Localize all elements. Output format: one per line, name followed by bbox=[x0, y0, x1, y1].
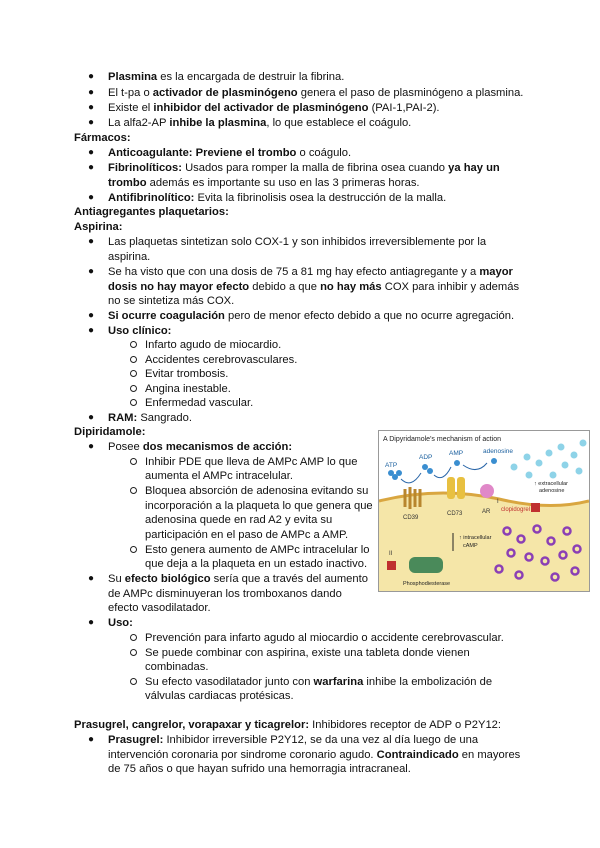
adenosine-label: adenosine bbox=[483, 448, 513, 455]
bullet: ● bbox=[88, 266, 95, 277]
bullet: ● bbox=[88, 325, 95, 336]
cd73-enzyme bbox=[447, 477, 455, 499]
sub-bullet bbox=[130, 370, 137, 377]
mech3-line: que deja a la plaqueta en un estado inactivo. bbox=[145, 558, 368, 570]
bullet: ● bbox=[88, 573, 95, 584]
arrow bbox=[401, 473, 421, 483]
adp-label: ADP bbox=[419, 454, 433, 461]
plasmina-item: Plasmina es la encargada de destruir la fibrina. bbox=[108, 71, 345, 83]
use-item: Infarto agudo de miocardio. bbox=[145, 339, 282, 351]
clopidogrel-label: clopidogrel bbox=[501, 507, 531, 513]
dipyridamole-mechanism-figure bbox=[378, 430, 590, 592]
use-item: Angina inestable. bbox=[145, 383, 231, 395]
use2-line: Se puede combinar con aspirina, existe una tableta donde vienen bbox=[145, 647, 470, 659]
use-item: Enfermedad vascular. bbox=[145, 397, 254, 409]
sub-bullet bbox=[130, 649, 137, 656]
aspirina-heading: Aspirina: bbox=[74, 221, 123, 233]
sub-bullet bbox=[130, 546, 137, 553]
sub-bullet bbox=[130, 678, 137, 685]
coagulacion-item: Si ocurre coagulación pero de menor efecto debido a que no ocurre agregación. bbox=[108, 310, 515, 322]
sub-bullet bbox=[130, 356, 137, 363]
sub-bullet bbox=[130, 487, 137, 494]
bullet: ● bbox=[88, 147, 95, 158]
mech1-line: aumenta el AMPc intracelular. bbox=[145, 470, 293, 482]
use-item: Accidentes cerebrovasculares. bbox=[145, 354, 298, 366]
mechanism-diagram bbox=[379, 431, 589, 591]
bullet: ● bbox=[88, 71, 95, 82]
cox1-item-cont: aspirina. bbox=[108, 251, 151, 263]
use3-line-cont: válvulas cardiacas protésicas. bbox=[145, 690, 294, 702]
camp-label: cAMP bbox=[463, 543, 478, 549]
efecto-biologico-cont: de AMPc disminuyeran los tromboxanos dando bbox=[108, 588, 342, 600]
cox1-item: Las plaquetas sintetizan solo COX-1 y son inhibidos irreversiblemente por la bbox=[108, 236, 487, 248]
label-ii: II bbox=[389, 551, 393, 557]
prasugrel-item: Prasugrel: Inhibidor irreversible P2Y12, se da una vez al día luego de una bbox=[108, 734, 479, 746]
fibrinoliticos-item: Fibrinolíticos: Usados para romper la malla de fibrina osea cuando ya hay un bbox=[108, 162, 500, 174]
dosis-item-cont: dosis no hay mayor efecto debido a que no hay más COX para inhibir y además bbox=[108, 281, 520, 293]
mech2-line: participación en el paso de AMPc a AMP. bbox=[145, 529, 349, 541]
bullet: ● bbox=[88, 117, 95, 128]
use-item: Evitar trombosis. bbox=[145, 368, 229, 380]
bullet: ● bbox=[88, 441, 95, 452]
bullet: ● bbox=[88, 102, 95, 113]
mech2-line: incorporación a la plaqueta lo que genera que bbox=[145, 500, 373, 512]
cd73-enzyme-part bbox=[457, 477, 465, 499]
prasugrel-item-cont: intervención coronaria por sindrome coronario agudo. Contraindicado en mayores bbox=[108, 749, 521, 761]
atp-label: ATP bbox=[385, 462, 398, 469]
efecto-biologico-cont2: efecto vasodilatador. bbox=[108, 602, 211, 614]
uso-heading: Uso: bbox=[108, 617, 133, 629]
sub-bullet bbox=[130, 385, 137, 392]
extracellular-label-2: adenosine bbox=[539, 488, 565, 494]
sub-bullet bbox=[130, 634, 137, 641]
fibrinoliticos-item-cont: trombo además es importante su uso en las 3 primeras horas. bbox=[108, 177, 420, 189]
prasugrel-heading: Prasugrel, cangrelor, vorapaxar y ticagrelor: Inhibidores receptor de ADP o P2Y12: bbox=[74, 719, 502, 731]
cd39-label: CD39 bbox=[403, 515, 419, 521]
antiagregantes-heading: Antiagregantes plaquetarios: bbox=[74, 206, 229, 218]
bullet: ● bbox=[88, 310, 95, 321]
phosphodiesterase bbox=[409, 557, 443, 573]
cd73-label: CD73 bbox=[447, 511, 463, 517]
mech3-line: Esto genera aumento de AMPc intracelular lo bbox=[145, 544, 370, 556]
bullet: ● bbox=[88, 192, 95, 203]
mech2-line: Bloquea absorción de adenosina evitando su bbox=[145, 485, 369, 497]
sub-bullet bbox=[130, 458, 137, 465]
ar-label: AR bbox=[482, 509, 491, 515]
sub-bullet bbox=[130, 341, 137, 348]
bullet: ● bbox=[88, 87, 95, 98]
use3-line: Su efecto vasodilatador junto con warfarina inhibe la embolización de bbox=[145, 676, 493, 688]
antifibrinolitico-item: Antifibrinolítico: Evita la fibrinolisis osea la destrucción de la malla. bbox=[108, 192, 447, 204]
pai-item: Existe el inhibidor del activador de plasminógeno (PAI-1,PAI-2). bbox=[108, 102, 440, 114]
bullet: ● bbox=[88, 162, 95, 173]
bullet: ● bbox=[88, 617, 95, 628]
label-i: I bbox=[497, 499, 499, 505]
dosis-item-cont2: no se sintetiza más COX. bbox=[108, 295, 235, 307]
use2-line: combinadas. bbox=[145, 661, 209, 673]
tpa-item: El t-pa o activador de plasminógeno genera el paso de plasminógeno a plasmina. bbox=[108, 87, 524, 99]
anticoagulante-item: Anticoagulante: Previene el trombo o coágulo. bbox=[108, 147, 352, 159]
arrow bbox=[434, 467, 451, 478]
uso-clinico-heading: Uso clínico: bbox=[108, 325, 172, 337]
dipiridamole-heading: Dipiridamole: bbox=[74, 426, 146, 438]
amp-label: AMP bbox=[449, 450, 464, 457]
mech1-line: Inhibir PDE que lleva de AMPc AMP lo que bbox=[145, 456, 358, 468]
bullet: ● bbox=[88, 236, 95, 247]
farmacos-heading: Fármacos: bbox=[74, 132, 131, 144]
mech2-line: adenosina quede en rad A2 y evita su bbox=[145, 514, 333, 526]
efecto-biologico-item: Su efecto biológico sería que a través del aumento bbox=[108, 573, 368, 585]
extracellular-label: ↑ extracellular bbox=[534, 481, 568, 487]
ram-item: RAM: Sangrado. bbox=[108, 412, 192, 424]
prasugrel-item-cont2: de 75 años o que hayan sufrido una hemorragia intracraneal. bbox=[108, 763, 411, 775]
pde-label: Phosphodiesterase bbox=[403, 581, 451, 587]
dosis-item: Se ha visto que con una dosis de 75 a 81 mg hay efecto antiagregante y a mayor bbox=[108, 266, 513, 278]
arrow bbox=[463, 463, 487, 470]
intracellular-label: ↑ intracellular bbox=[459, 535, 492, 541]
bullet: ● bbox=[88, 412, 95, 423]
mecanismos-item: Posee dos mecanismos de acción: bbox=[108, 441, 293, 453]
figure-title: A Dipyridamole's mechanism of action bbox=[383, 436, 502, 443]
inhibitor-marker-ii bbox=[387, 561, 396, 570]
adenosine-receptor bbox=[480, 484, 494, 498]
use1-line: Prevención para infarto agudo al miocardio o accidente cerebrovascular. bbox=[145, 632, 504, 644]
extracellular-molecules bbox=[511, 440, 587, 479]
inhibitor-marker-i bbox=[531, 503, 540, 512]
bullet: ● bbox=[88, 734, 95, 745]
sub-bullet bbox=[130, 399, 137, 406]
alfa2-item: La alfa2-AP inhibe la plasmina, lo que establece el coágulo. bbox=[108, 117, 412, 129]
